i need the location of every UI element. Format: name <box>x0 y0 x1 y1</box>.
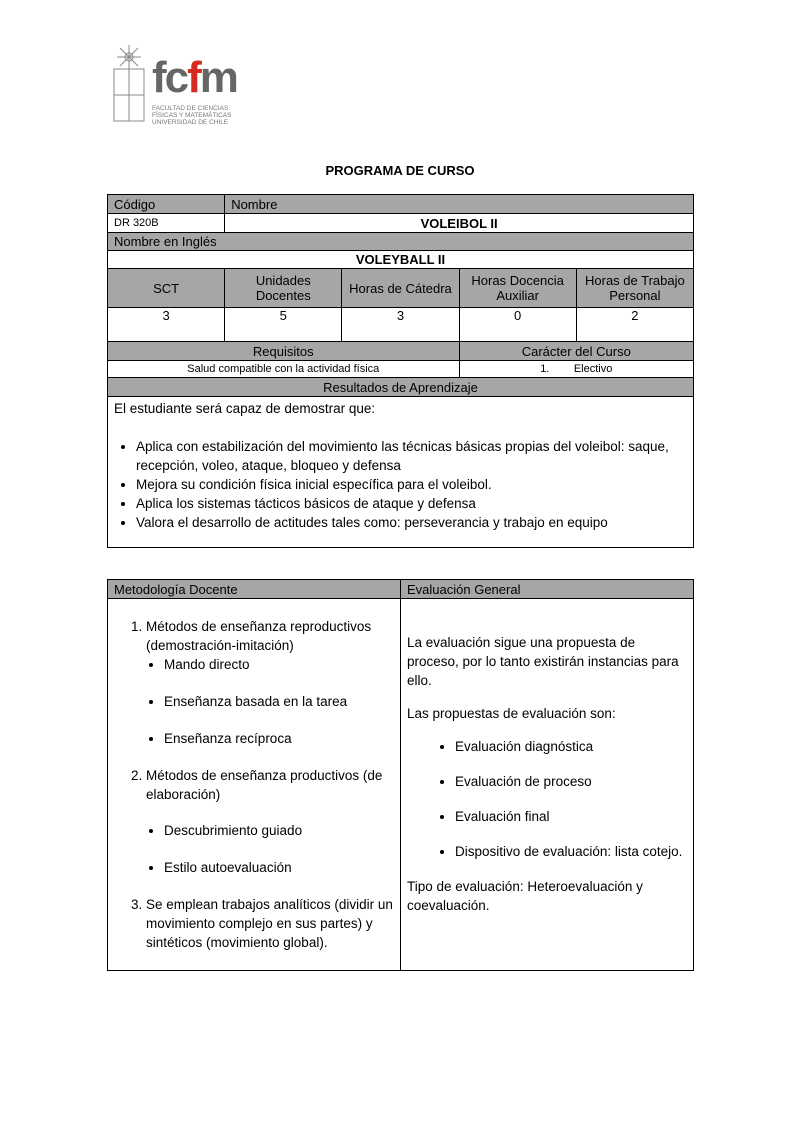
hours-header: Horas de Trabajo Personal <box>576 269 693 308</box>
logo-subtitle: FACULTAD DE CIENCIAS FÍSICAS Y MATEMÁTICAS UNIVERSIDAD DE CHILE <box>152 105 232 126</box>
course-name-english: VOLEYBALL II <box>108 251 694 269</box>
nombre-label: Nombre <box>225 195 694 214</box>
hours-value: 3 <box>108 308 225 342</box>
resultados-body <box>108 397 694 548</box>
list-item-text: Métodos de enseñanza reproductivos (demostración-imitación) <box>146 619 372 653</box>
resultados-intro: El estudiante será capaz de demostrar que: <box>114 401 376 416</box>
caracter-number: 1. <box>540 363 550 375</box>
hours-value: 0 <box>459 308 576 342</box>
list-item: 3. Se emplean trabajos analíticos (dividir un movimiento complejo en sus partes) y sintéticos (movimiento global). <box>146 895 394 952</box>
list-item: • Dispositivo de evaluación: lista cotejo. <box>455 842 687 861</box>
list-item: • Evaluación de proceso <box>455 772 687 791</box>
course-info-table <box>107 194 694 548</box>
list-item: • Mejora su condición física inicial específica para el voleibol. <box>136 475 687 494</box>
hours-value: 3 <box>342 308 459 342</box>
university-crest-icon <box>110 45 148 127</box>
evaluacion-paragraph: La evaluación sigue una propuesta de proceso, por lo tanto existirán instancias para ello. <box>407 635 679 688</box>
evaluacion-paragraph: Tipo de evaluación: Heteroevaluación y coevaluación. <box>407 879 643 913</box>
caracter-value <box>459 361 693 378</box>
codigo-label: Código <box>108 195 225 214</box>
hours-header: SCT <box>108 269 225 308</box>
list-item: • Evaluación final <box>455 807 687 826</box>
hours-header: Horas Docencia Auxiliar <box>459 269 576 308</box>
page-title: PROGRAMA DE CURSO <box>325 163 475 178</box>
course-name: VOLEIBOL II <box>225 214 694 233</box>
list-item-text: Métodos de enseñanza productivos (de elaboración) <box>146 768 383 802</box>
hours-header: Unidades Docentes <box>225 269 342 308</box>
list-item: • Evaluación diagnóstica <box>455 737 687 756</box>
metodologia-label: Metodología Docente <box>108 580 401 599</box>
evaluacion-paragraph: Las propuestas de evaluación son: <box>407 706 616 721</box>
evaluacion-body <box>401 599 694 971</box>
sub-item: • Estilo autoevaluación <box>164 858 394 877</box>
logo-brand: fcfm <box>152 53 237 102</box>
list-item <box>146 766 394 877</box>
sub-item: • Mando directo <box>164 655 394 674</box>
methodology-evaluation-table <box>107 579 694 971</box>
resultados-label: Resultados de Aprendizaje <box>108 378 694 397</box>
metodologia-body <box>108 599 401 971</box>
caracter-label: Carácter del Curso <box>459 342 693 361</box>
evaluacion-label: Evaluación General <box>401 580 694 599</box>
sub-item: • Enseñanza recíproca <box>164 729 394 748</box>
list-item: • Aplica con estabilización del movimiento las técnicas básicas propias del voleibol: saque, recepción, voleo, ataque, bloqueo y defensa <box>136 437 687 475</box>
requisitos-label: Requisitos <box>108 342 460 361</box>
hours-value: 2 <box>576 308 693 342</box>
caracter-text: Electivo <box>573 363 613 375</box>
hours-header: Horas de Cátedra <box>342 269 459 308</box>
list-item: • Aplica los sistemas tácticos básicos de ataque y defensa <box>136 494 687 513</box>
sub-item: • Descubrimiento guiado <box>164 821 394 840</box>
requisitos-value: Salud compatible con la actividad física <box>108 361 460 378</box>
fcfm-logo <box>110 45 240 130</box>
list-item <box>146 617 394 748</box>
sub-item: • Enseñanza basada en la tarea <box>164 692 394 711</box>
hours-value: 5 <box>225 308 342 342</box>
course-code: DR 320B <box>108 214 225 233</box>
list-item: • Valora el desarrollo de actitudes tales como: perseverancia y trabajo en equipo <box>136 513 687 532</box>
ingles-label: Nombre en Inglés <box>108 233 694 251</box>
